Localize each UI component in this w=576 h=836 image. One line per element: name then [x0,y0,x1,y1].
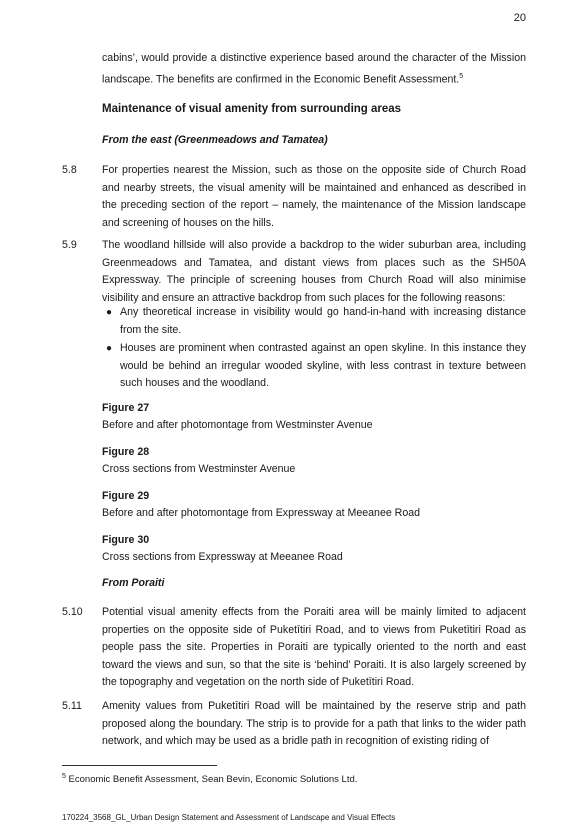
para-number-5-9: 5.9 [62,239,77,251]
paragraph-5-10: Potential visual amenity effects from the Poraiti area will be mainly limited to adjacent properties on the opposite side of Puketītiri Road, and to views from Puketītiri Road as people pass the site. Properties in Poraiti are typically oriented to the north and east toward the views and sun, so that the site is ‘behind’ Poraiti. It is also largely screened by the topography and vegetation on the north side of Puketītiri Road. [102,606,526,689]
bullet-icon: ● [106,307,113,318]
figure-label: Figure 29 [102,490,150,502]
footnote-text: Economic Benefit Assessment, Sean Bevin, Economic Solutions Ltd. [68,774,358,786]
subheading-east: From the east (Greenmeadows and Tamatea) [102,134,328,146]
footnote-marker: 5 [459,72,464,80]
bullet-icon: ● [106,343,113,354]
figure-label: Figure 30 [102,534,150,546]
page-footer: 170224_3568_GL_Urban Design Statement and Assessment of Landscape and Visual Effects [62,813,396,822]
bullet-item: Houses are prominent when contrasted against an open skyline. In this instance they would be behind an irregular wooded skyline, with less contrast in texture between such houses and the woodland. [120,342,526,390]
figure-description: Before and after photomontage from Westminster Avenue [102,419,373,431]
para-number-5-11: 5.11 [62,700,82,712]
intro-paragraph-text: cabins’, would provide a distinctive experience based around the character of the Mission landscape. The benefits are confirmed in the Economic Benefit Assessment. [102,52,526,86]
footnote-divider [62,765,217,766]
bullet-item: Any theoretical increase in visibility would go hand-in-hand with increasing distance from the site. [120,306,526,336]
footnote-number: 5 [62,773,66,780]
para-number-5-10: 5.10 [62,606,83,618]
footnote [62,773,357,785]
figure-label: Figure 27 [102,402,150,414]
page-number: 20 [513,12,526,24]
figure-description: Cross sections from Westminster Avenue [102,463,296,475]
para-number-5-8: 5.8 [62,164,77,176]
figure-label: Figure 28 [102,446,150,458]
figure-description: Before and after photomontage from Expressway at Meeanee Road [102,507,420,519]
paragraph-5-8: For properties nearest the Mission, such as those on the opposite side of Church Road and nearby streets, the visual amenity will be maintained and enhanced as described in the preceding section of the report – namely, the maintenance of the Mission landscape and screening of houses on the hills. [102,164,526,229]
section-heading: Maintenance of visual amenity from surrounding areas [102,103,402,115]
paragraph-5-9: The woodland hillside will also provide a backdrop to the wider suburban area, including Greenmeadows and Tamatea, and distant views from places such as the SH50A Expressway. The principle of screening houses from Church Road will also minimise visibility and ensure an attractive backdrop from such places for the following reasons: [102,239,526,304]
paragraph-5-11: Amenity values from Puketītiri Road will be maintained by the reserve strip and path proposed along the boundary. The strip is to provide for a path that links to the wider path network, and which may be used as a bridle path in recognition of existing riding of [102,700,526,748]
subheading-poraiti: From Poraiti [102,577,165,589]
intro-paragraph [102,50,526,89]
figure-description: Cross sections from Expressway at Meeanee Road [102,551,343,563]
